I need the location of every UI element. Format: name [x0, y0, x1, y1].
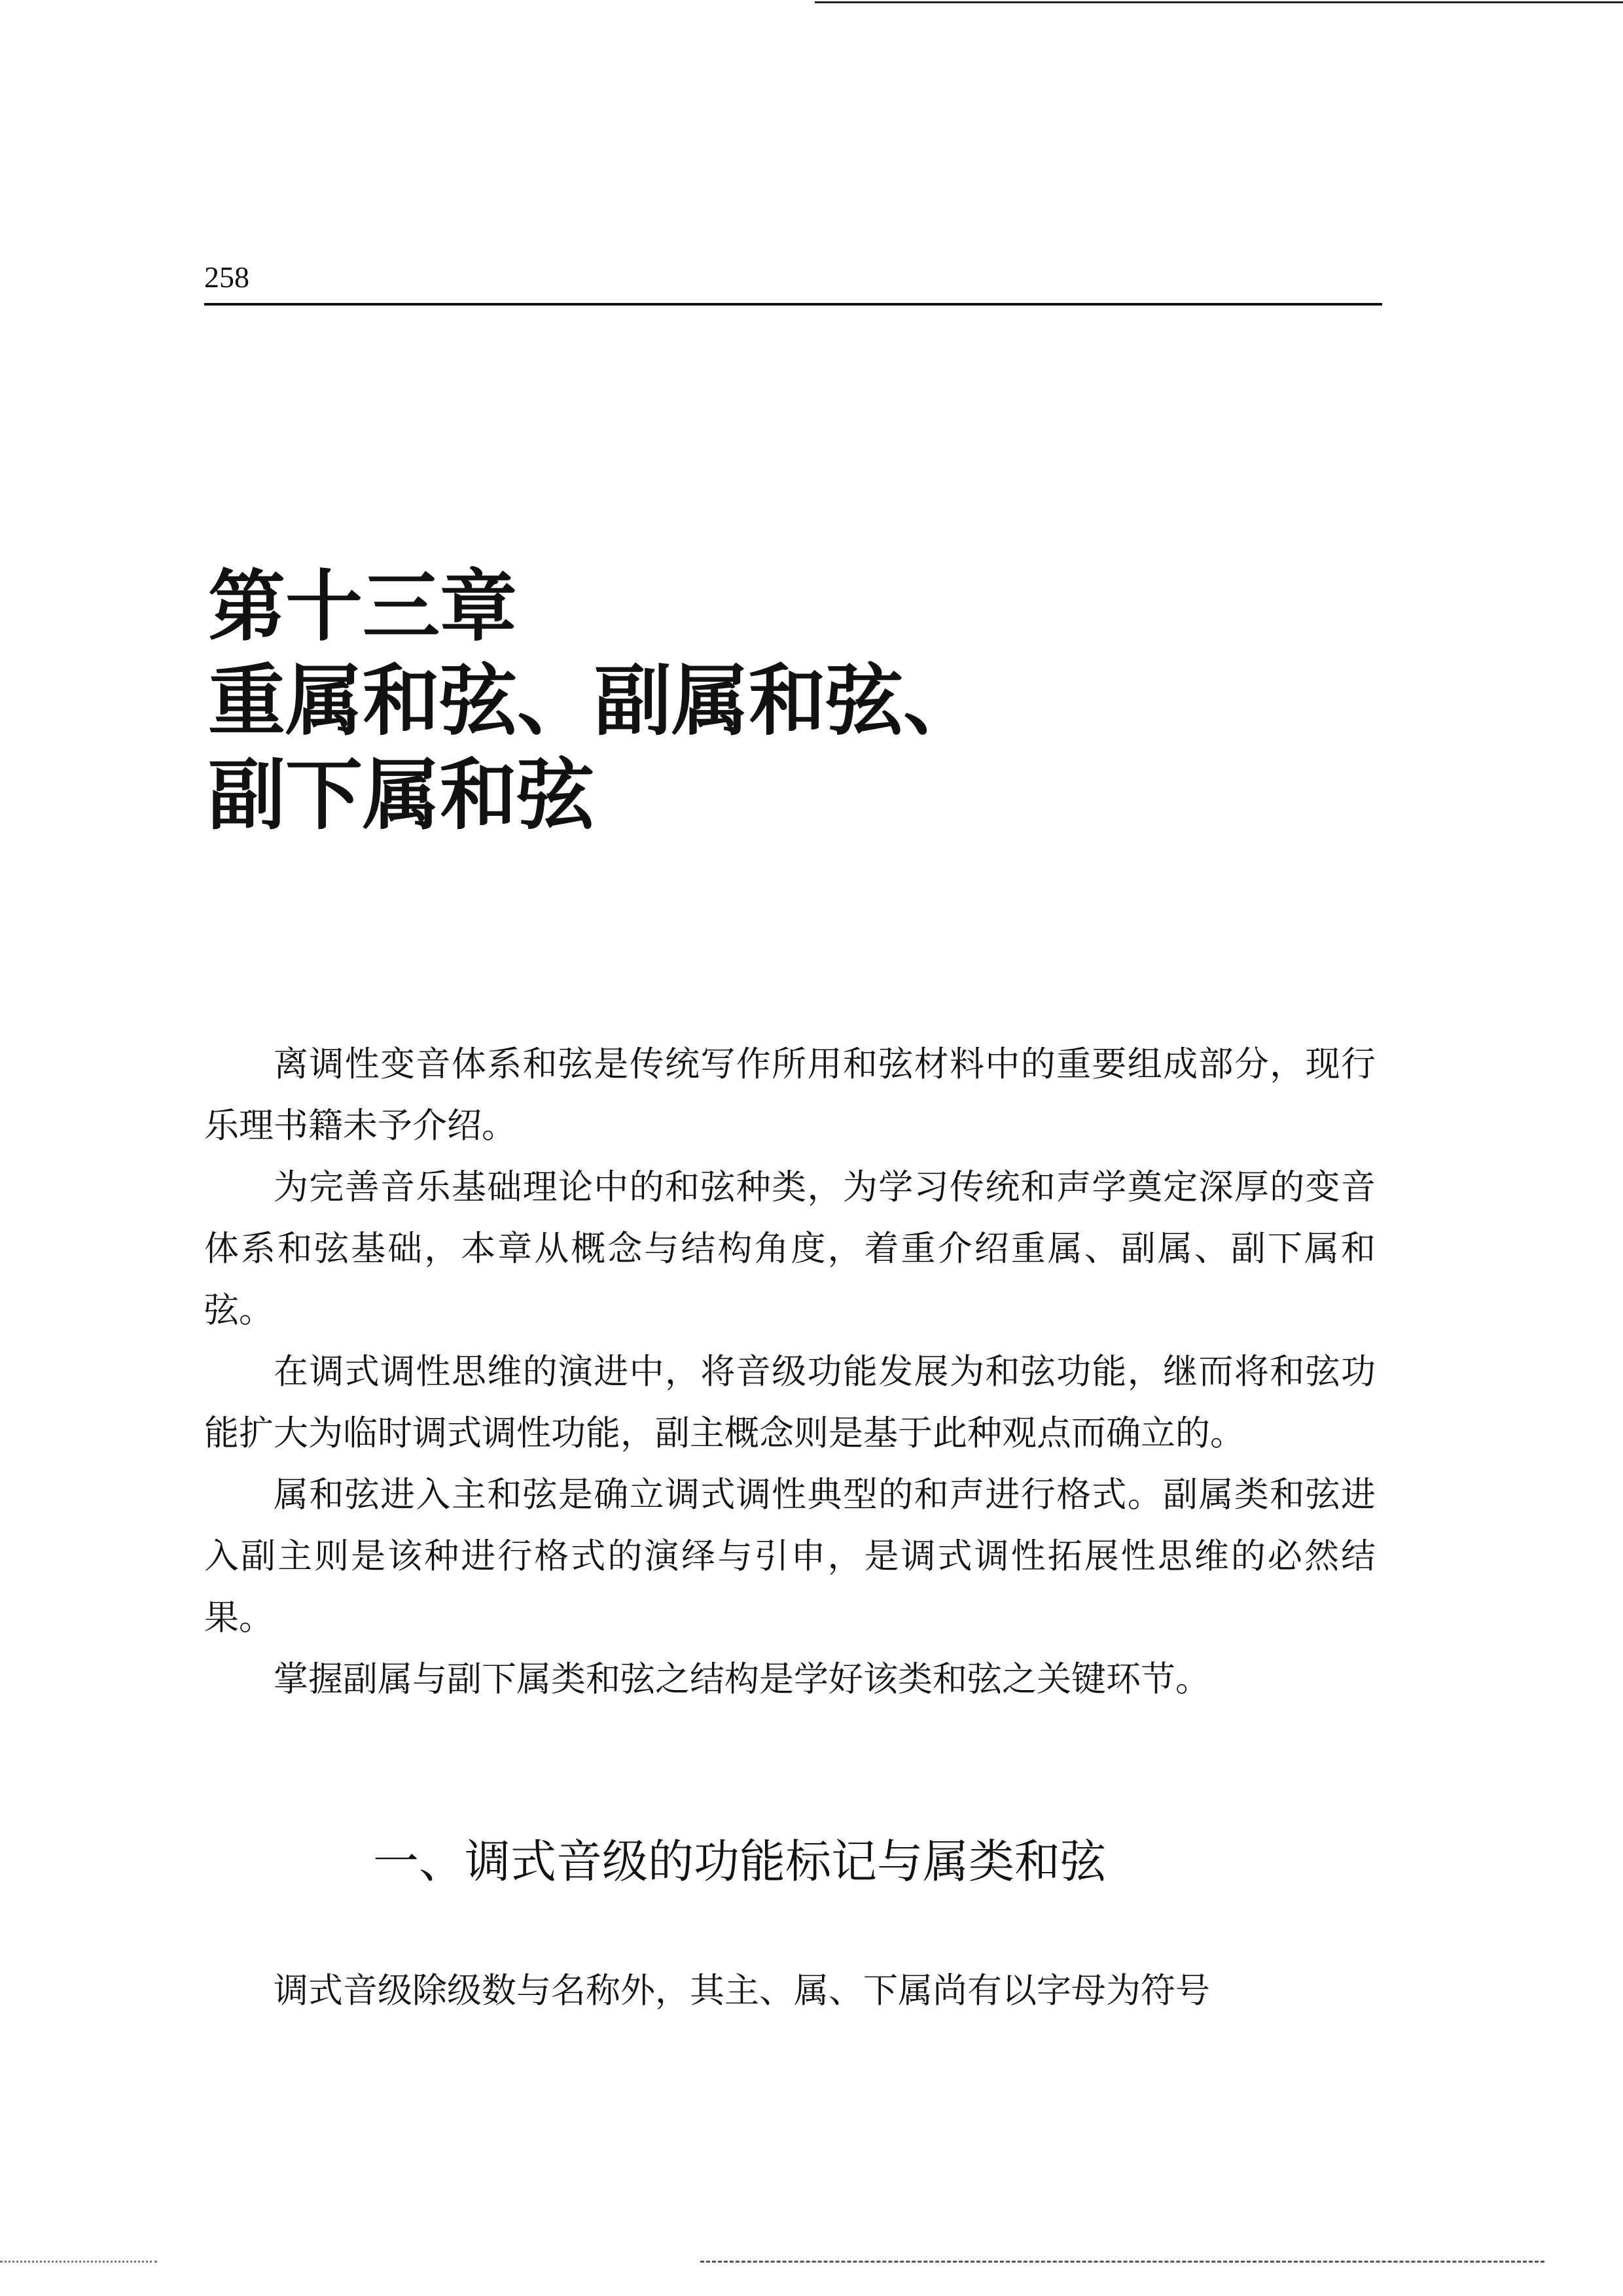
intro-paragraph-1: 离调性变音体系和弦是传统写作所用和弦材料中的重要组成部分，现行乐理书籍未予介绍。: [204, 1044, 1376, 1146]
chapter-title-line-1: 第十三章: [208, 561, 518, 652]
header-rule: [204, 303, 1382, 306]
chapter-title-line-2: 重属和弦、副属和弦、: [208, 656, 981, 746]
chapter-intro: [204, 1034, 1376, 1710]
section-first-line: 调式音级除级数与名称外，其主、属、下属尚有以字母为符号: [274, 1971, 1210, 2011]
bottom-scan-specks: [0, 2261, 157, 2263]
bottom-scan-dashes: [700, 2261, 1544, 2263]
intro-paragraph-3: 在调式调性思维的演进中，将音级功能发展为和弦功能，继而将和弦功能扩大为临时调式调性功能，副主概念则是基于此种观点而确立的。: [204, 1352, 1376, 1453]
chapter-title: [208, 559, 980, 842]
intro-paragraph-2: 为完善音乐基础理论中的和弦种类，为学习传统和声学奠定深厚的变音体系和弦基础，本章从概念与结构角度，着重介绍重属、副属、副下属和弦。: [204, 1167, 1376, 1330]
intro-paragraph-4: 属和弦进入主和弦是确立调式调性典型的和声进行格式。副属类和弦进入副主则是该种进行格式的演绎与引申，是调式调性拓展性思维的必然结果。: [204, 1475, 1376, 1638]
top-scan-rule: [815, 1, 1623, 3]
page-number: 258: [204, 260, 249, 294]
chapter-title-line-3: 副下属和弦: [208, 750, 595, 840]
section-heading: 一、调式音级的功能标记与属类和弦: [373, 1835, 1106, 1888]
intro-paragraph-5: 掌握副属与副下属类和弦之结构是学好该类和弦之关键环节。: [274, 1659, 1210, 1699]
